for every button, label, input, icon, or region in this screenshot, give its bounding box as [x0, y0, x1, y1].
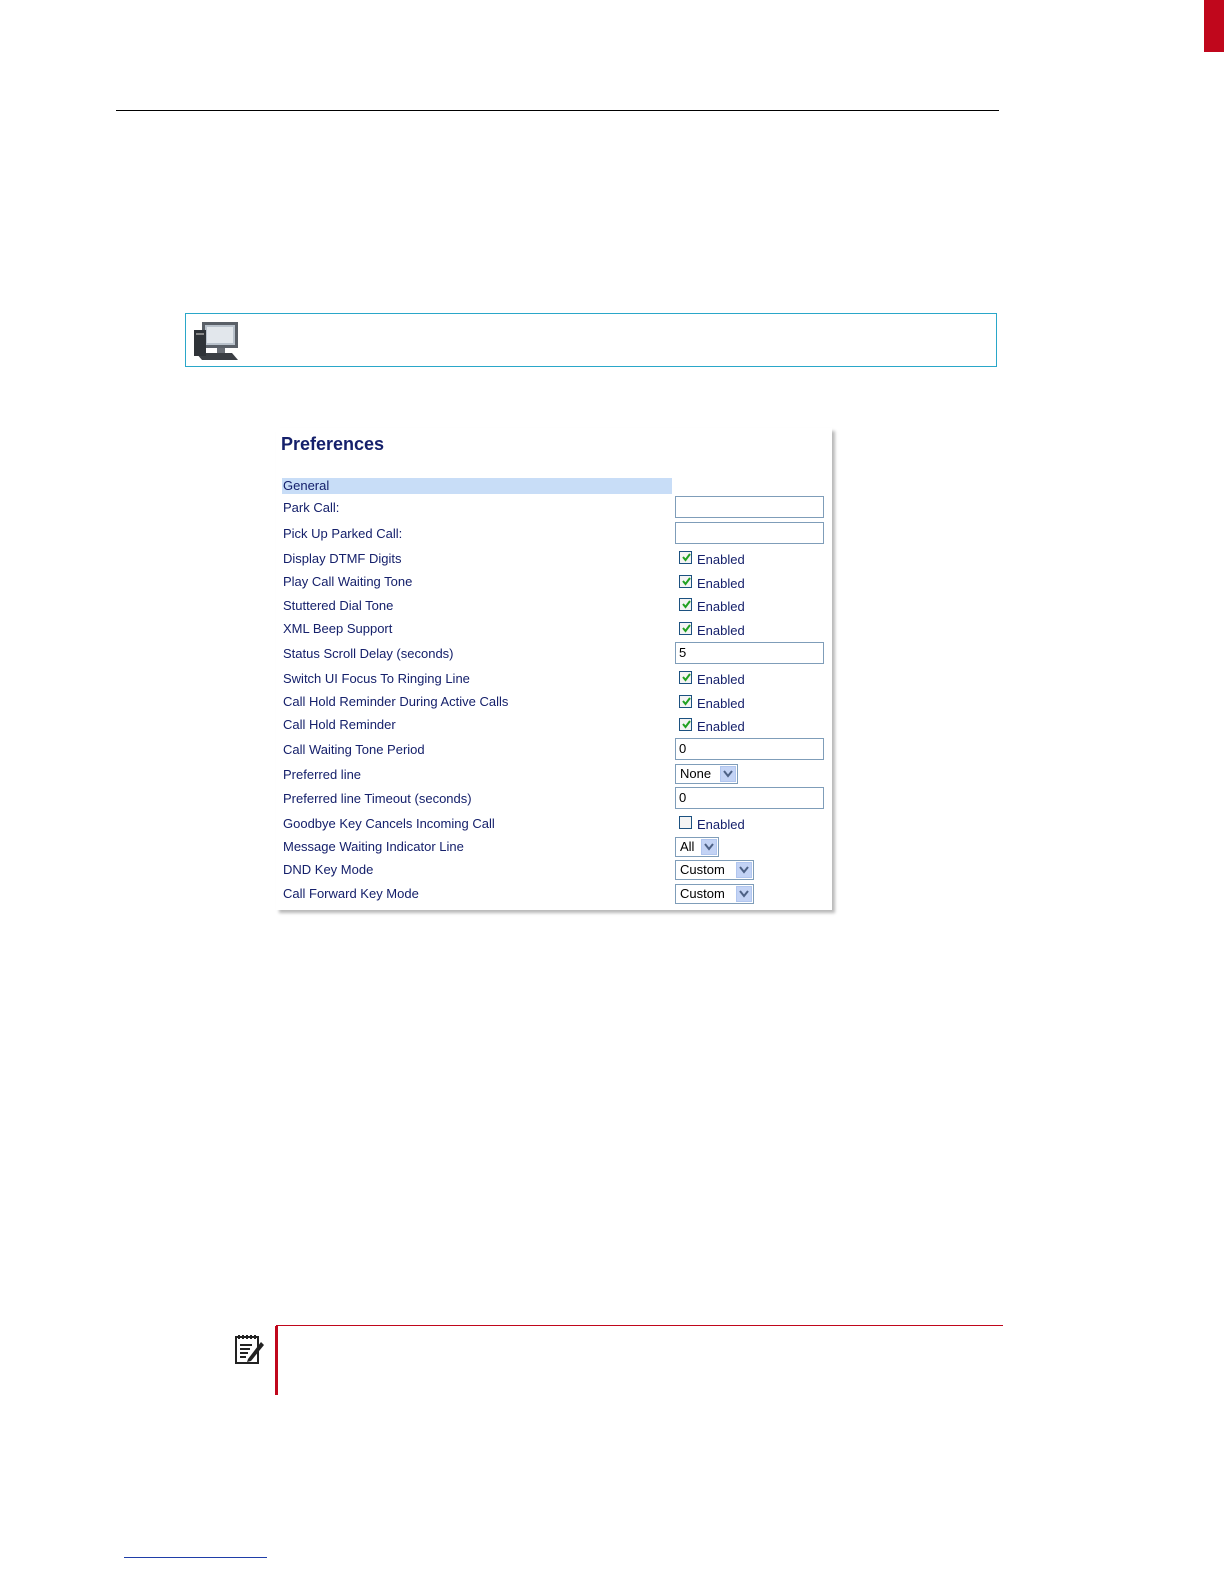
call-waiting-tone-period-label: Call Waiting Tone Period: [283, 742, 425, 757]
checkbox-label: Enabled: [697, 719, 745, 734]
call-waiting-tone-period-input[interactable]: 0: [675, 738, 824, 760]
checkbox-label: Enabled: [697, 623, 745, 638]
call-forward-key-mode-select[interactable]: [675, 884, 754, 904]
switch-ui-focus-label: Switch UI Focus To Ringing Line: [283, 671, 470, 686]
preferred-line-label: Preferred line: [283, 767, 362, 782]
checkbox-label: Enabled: [697, 817, 745, 832]
xml-beep-support-label: XML Beep Support: [283, 621, 393, 636]
checkbox-label: Enabled: [697, 599, 745, 614]
checkbox-box[interactable]: [679, 695, 692, 708]
select-value: Custom: [680, 862, 725, 877]
chevron-down-icon[interactable]: [736, 886, 752, 902]
play-call-waiting-tone-label: Play Call Waiting Tone: [283, 574, 413, 589]
park-call-label: Park Call:: [283, 500, 340, 515]
checkbox-label: Enabled: [697, 672, 745, 687]
check-mark-icon: [681, 672, 692, 683]
pick-up-parked-call-label: Pick Up Parked Call:: [283, 526, 403, 541]
checkbox-box[interactable]: [679, 718, 692, 731]
chevron-down-icon[interactable]: [720, 766, 736, 782]
select-value: All: [680, 839, 695, 854]
check-mark-icon: [681, 576, 692, 587]
call-hold-reminder-active-label: Call Hold Reminder During Active Calls: [283, 694, 509, 709]
status-scroll-delay-input[interactable]: 5: [675, 642, 824, 664]
check-mark-icon: [681, 696, 692, 707]
note-rule: [276, 1325, 1003, 1326]
call-forward-key-mode-label: Call Forward Key Mode: [283, 886, 419, 901]
mwi-line-select[interactable]: [675, 837, 719, 857]
mwi-line-label: Message Waiting Indicator Line: [283, 839, 464, 854]
goodbye-key-cancels-label: Goodbye Key Cancels Incoming Call: [283, 816, 495, 831]
page-edge-tab: [1204, 0, 1224, 52]
note-bar: [275, 1326, 278, 1395]
section-label: General: [283, 478, 330, 493]
page-title: Preferences: [281, 434, 385, 454]
check-mark-icon: [681, 623, 692, 634]
checkbox-box[interactable]: [679, 598, 692, 611]
chevron-down-icon[interactable]: [701, 839, 717, 855]
select-value: None: [680, 766, 712, 781]
web-ui-callout: [185, 313, 997, 367]
chevron-down-icon[interactable]: [736, 862, 752, 878]
checkbox-box[interactable]: [679, 622, 692, 635]
check-mark-icon: [681, 719, 692, 730]
checkbox-label: Enabled: [697, 576, 745, 591]
status-scroll-delay-label: Status Scroll Delay (seconds): [283, 646, 454, 661]
pick-up-parked-call-input[interactable]: [675, 522, 824, 544]
check-mark-icon: [681, 599, 692, 610]
computer-monitor-icon: [192, 320, 242, 364]
section-header-general: [282, 478, 672, 494]
checkbox-box[interactable]: [679, 551, 692, 564]
stuttered-dial-tone-label: Stuttered Dial Tone: [283, 598, 394, 613]
dnd-key-mode-select[interactable]: [675, 860, 754, 880]
preferred-line-select[interactable]: [675, 764, 738, 784]
display-dtmf-digits-label: Display DTMF Digits: [283, 551, 402, 566]
checkbox-label: Enabled: [697, 552, 745, 567]
preferences-screenshot: [276, 428, 832, 910]
notepad-pencil-icon: [234, 1333, 266, 1365]
check-mark-icon: [681, 552, 692, 563]
checkbox-box[interactable]: [679, 671, 692, 684]
call-hold-reminder-label: Call Hold Reminder: [283, 717, 396, 732]
header-rule: [116, 110, 999, 111]
park-call-input[interactable]: [675, 496, 824, 518]
checkbox-box[interactable]: [679, 575, 692, 588]
preferred-line-timeout-input[interactable]: 0: [675, 787, 824, 809]
checkbox-box[interactable]: [679, 816, 692, 829]
preferred-line-timeout-label: Preferred line Timeout (seconds): [283, 791, 472, 806]
dnd-key-mode-label: DND Key Mode: [283, 862, 374, 877]
footer-link-underline: [124, 1557, 267, 1558]
select-value: Custom: [680, 886, 725, 901]
checkbox-label: Enabled: [697, 696, 745, 711]
